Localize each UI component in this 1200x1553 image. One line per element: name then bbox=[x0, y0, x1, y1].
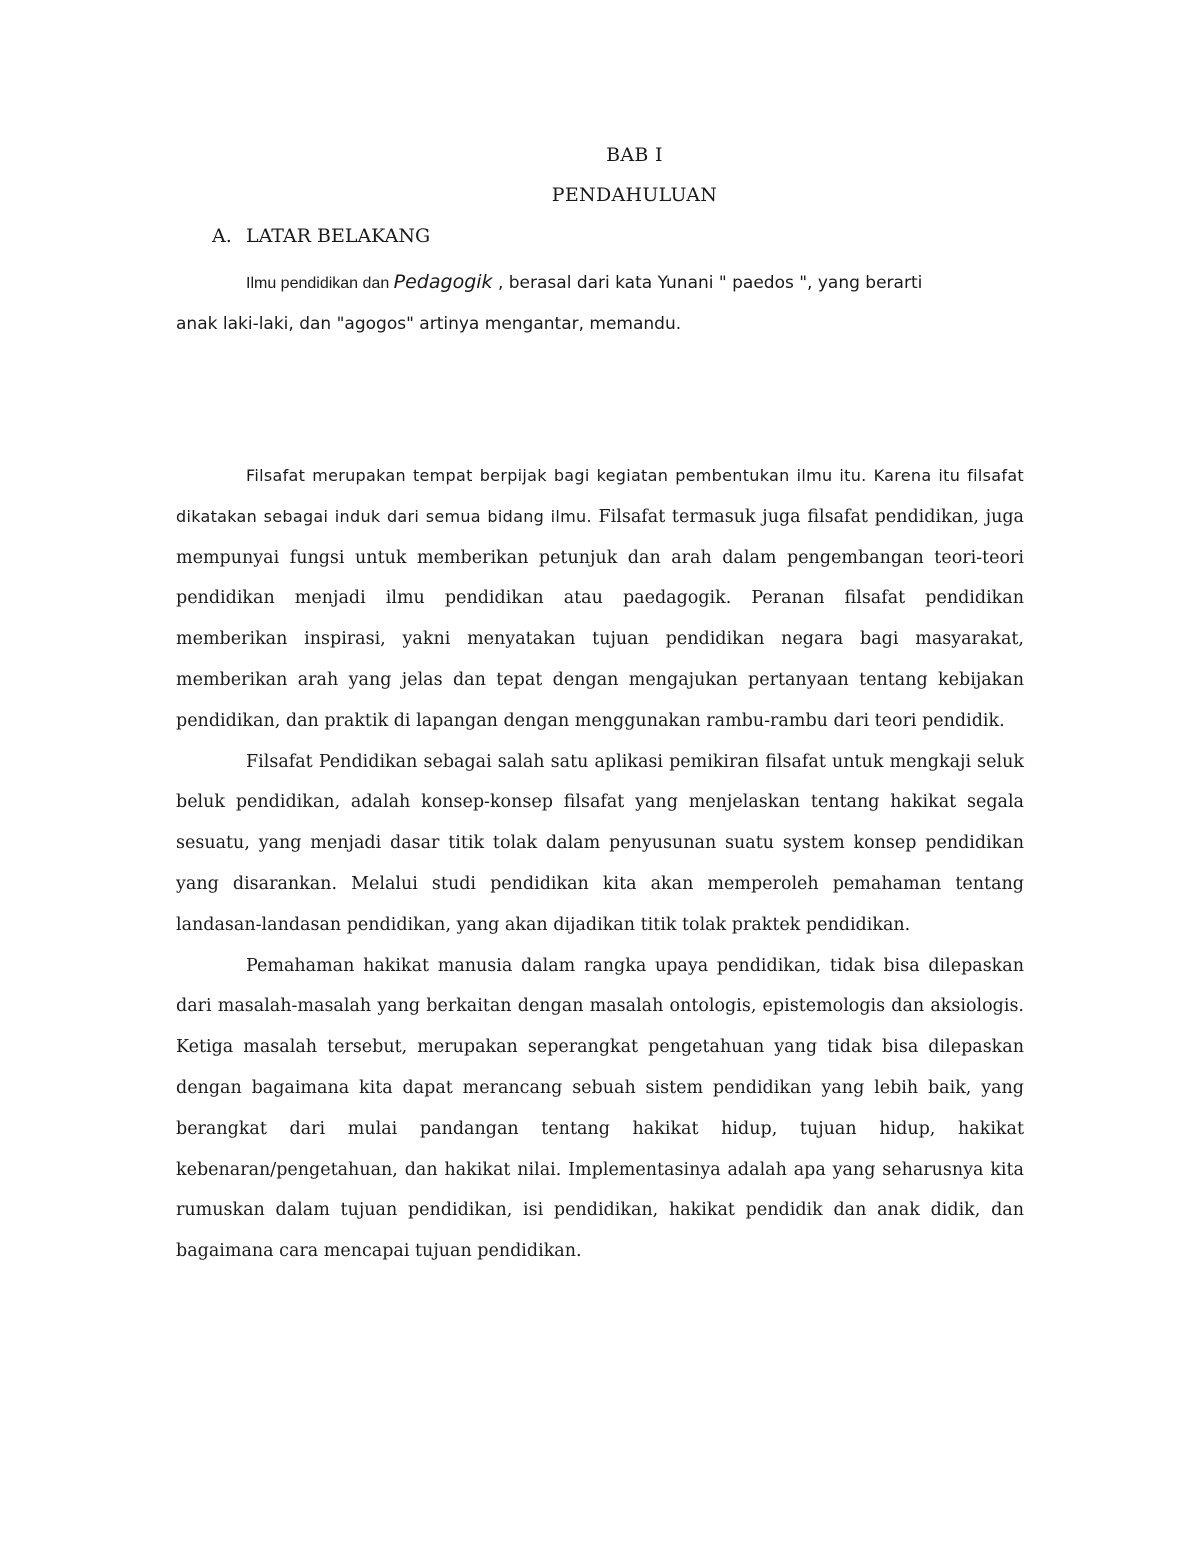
paragraph-2: Filsafat Pendidikan sebagai salah satu aplikasi pemikiran filsafat untuk mengkaji seluk beluk pendidikan, adalah konsep-konsep filsafat yang menjelaskan tentang hakikat segala sesuatu, yang menjadi dasar titik tolak dalam penyusunan suatu system konsep pendidikan yang disarankan. Melalui studi pendidikan kita akan memperoleh pemahaman tentang landasan-landasan pendidikan, yang akan dijadikan titik tolak praktek pendidikan. bbox=[176, 751, 1024, 935]
intro-paragraph bbox=[176, 262, 1028, 344]
section-title: LATAR BELAKANG bbox=[246, 225, 431, 247]
intro-part-2: , berasal dari kata Yunani " paedos ", yang berarti bbox=[492, 273, 923, 293]
section-marker: A. bbox=[212, 225, 232, 247]
intro-line-1 bbox=[176, 262, 1028, 304]
paragraph-3: Pemahaman hakikat manusia dalam rangka upaya pendidikan, tidak bisa dilepaskan dari masalah-masalah yang berkaitan dengan masalah ontologis, epistemologis dan aksiologis. Ketiga masalah tersebut, merupakan seperangkat pengetahuan yang tidak bisa dilepaskan dengan bagaimana kita dapat merancang sebuah sistem pendidikan yang lebih baik, yang berangkat dari mulai pandangan tentang hakikat hidup, tujuan hidup, hakikat kebenaran/pengetahuan, dan hakikat nilai. Implementasinya adalah apa yang seharusnya kita rumuskan dalam tujuan pendidikan, isi pendidikan, hakikat pendidik dan anak didik, dan bagaimana cara mencapai tujuan pendidikan. bbox=[176, 955, 1024, 1262]
chapter-subtitle: PENDAHULUAN bbox=[551, 184, 718, 206]
section-heading bbox=[212, 225, 430, 247]
body-text bbox=[176, 456, 1024, 1272]
chapter-title: BAB I bbox=[606, 144, 663, 166]
intro-part-1: Ilmu pendidikan dan bbox=[246, 275, 394, 292]
intro-line-2: anak laki-laki, dan "agogos" artinya mengantar, memandu. bbox=[176, 314, 682, 334]
intro-term: Pedagogik bbox=[393, 271, 493, 293]
paragraph-1-serif-part: Filsafat termasuk juga filsafat pendidikan, juga mempunyai fungsi untuk memberikan petunjuk dan arah dalam pengembangan teori-teori pendidikan menjadi ilmu pendidikan atau paedagogik. Peranan filsafat pendidikan memberikan inspirasi, yakni menyatakan tujuan pendidikan negara bagi masyarakat, memberikan arah yang jelas dan tepat dengan mengajukan pertanyaan tentang kebijakan pendidikan, dan praktik di lapangan dengan menggunakan rambu-rambu dari teori pendidik. bbox=[176, 506, 1024, 731]
paragraph-1-sans-part: Filsafat merupakan tempat berpijak bagi kegiatan pembentukan ilmu itu. Karena itu filsafat dikatakan sebagai induk dari semua bidang ilmu. bbox=[176, 466, 1024, 526]
paragraph-1 bbox=[176, 456, 1024, 742]
